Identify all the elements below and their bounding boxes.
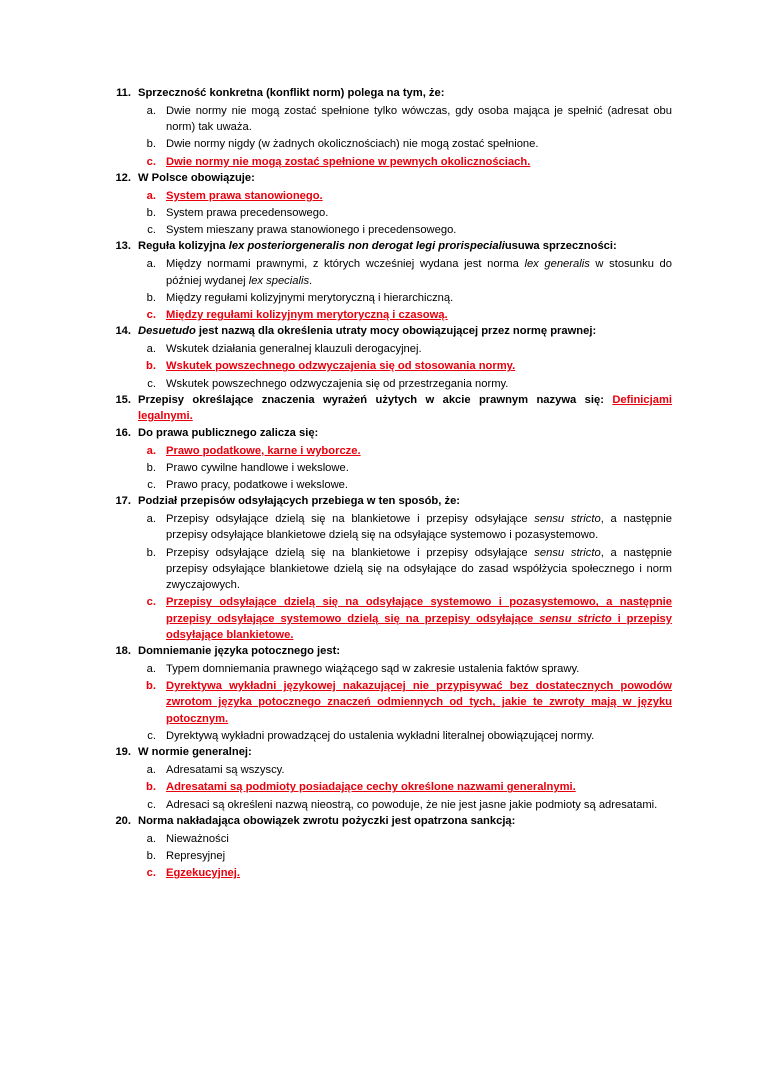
- answer-option[interactable]: [108, 222, 672, 238]
- answer-text: Wskutek działania generalnej klauzuli derogacyjnej.: [166, 343, 422, 356]
- question-text: [138, 239, 672, 255]
- answer-text: [166, 511, 672, 543]
- answer-letter: c.: [147, 798, 156, 811]
- answer-text: Dwie normy nie mogą zostać spełnione w pewnych okolicznościach.: [166, 155, 531, 168]
- answer-text: Adresaci są określeni nazwą nieostrą, co powoduje, że nie jest jasne jakie podmioty są adresatami.: [166, 798, 658, 811]
- answer-letter: a.: [146, 104, 156, 117]
- answer-option[interactable]: [108, 341, 672, 357]
- answer-letter: c.: [147, 479, 156, 492]
- answer-letter: b.: [146, 781, 156, 794]
- text-run: , a następnie przepisy odsyłające blankietowe dzielą się na odsyłające systemowo i pozasystemowo.: [166, 513, 672, 542]
- answer-letter: b.: [146, 360, 156, 373]
- text-run: i przepisy odsyłające blankietowe.: [166, 612, 672, 641]
- question-item: [108, 86, 672, 170]
- answer-option-correct[interactable]: [108, 865, 672, 881]
- answer-option[interactable]: [108, 545, 672, 594]
- answer-option[interactable]: [108, 290, 672, 306]
- answer-list: [108, 762, 672, 813]
- answer-option-correct[interactable]: [108, 678, 672, 727]
- answer-option-correct[interactable]: [108, 154, 672, 170]
- question-row: [108, 171, 672, 187]
- question-text: [138, 324, 672, 340]
- answer-letter: c.: [147, 377, 156, 390]
- text-run: Przepisy odsyłające dzielą się na odsyłające systemowo i pozasystemowo, a następnie przepisy odsyłające systemowo dzielą się na przepisy odsyłające: [166, 596, 672, 625]
- question-text: Sprzeczność konkretna (konflikt norm) polega na tym, że:: [138, 87, 445, 99]
- answer-option[interactable]: [108, 797, 672, 813]
- question-number: 15.: [115, 393, 131, 406]
- question-row: [108, 426, 672, 442]
- question-number: 11.: [116, 87, 131, 99]
- question-item: [108, 745, 672, 813]
- question-number: 19.: [115, 746, 131, 759]
- question-list: [108, 86, 672, 881]
- question-text: Do prawa publicznego zalicza się:: [138, 426, 319, 439]
- answer-option[interactable]: [108, 831, 672, 847]
- answer-option[interactable]: [108, 511, 672, 543]
- text-run: Między normami prawnymi, z których wcześniej wydana jest norma: [166, 258, 525, 271]
- answer-letter: b.: [146, 546, 156, 559]
- answer-letter: a.: [146, 258, 156, 271]
- question-text: Norma nakładająca obowiązek zwrotu pożyczki jest opatrzona sankcją:: [138, 814, 516, 827]
- question-item: [108, 171, 672, 239]
- question-item: [108, 494, 672, 643]
- answer-option[interactable]: [108, 728, 672, 744]
- latin-phrase: sensu stricto: [534, 513, 601, 526]
- question-row: [108, 644, 672, 660]
- answer-letter: c.: [146, 596, 156, 609]
- answer-text: Adresatami są wszyscy.: [166, 764, 285, 777]
- latin-phrase: lex generalis: [524, 258, 590, 271]
- question-text: [138, 393, 672, 425]
- answer-option[interactable]: [108, 376, 672, 392]
- question-number: 12.: [115, 171, 131, 184]
- answer-text: Wskutek powszechnego odzwyczajenia się od stosowania normy.: [166, 360, 516, 373]
- text-run: jest nazwą dla określenia utraty mocy obowiązującej przez normę prawnej:: [195, 325, 597, 338]
- answer-option[interactable]: [108, 103, 672, 135]
- question-number: 14.: [115, 325, 131, 338]
- text-run: .: [309, 274, 313, 287]
- answer-option-correct[interactable]: [108, 358, 672, 374]
- question-text: Domniemanie języka potocznego jest:: [138, 645, 341, 658]
- text-run: w stosunku do później wydanej: [166, 258, 672, 287]
- answer-letter: b.: [146, 206, 156, 219]
- text-run: Przepisy określające znaczenia wyrażeń użytych w akcie prawnym nazywa się:: [138, 393, 613, 406]
- answer-text: [166, 594, 672, 643]
- answer-letter: a.: [146, 444, 156, 457]
- answer-text: Prawo podatkowe, karne i wyborcze.: [166, 444, 361, 457]
- answer-option[interactable]: [108, 848, 672, 864]
- question-item: [108, 324, 672, 392]
- answer-letter: b.: [146, 849, 156, 862]
- question-row: [108, 745, 672, 761]
- answer-list: [108, 188, 672, 239]
- latin-phrase: Desuetudo: [138, 325, 196, 338]
- question-item: [108, 644, 672, 744]
- question-item: [108, 393, 672, 425]
- answer-list: [108, 256, 672, 323]
- answer-option-correct[interactable]: [108, 188, 672, 204]
- question-row: [108, 494, 672, 510]
- question-number: 13.: [115, 240, 131, 253]
- latin-phrase: sensu stricto: [534, 546, 601, 559]
- text-run: Przepisy odsyłające dzielą się na blankietowe i przepisy odsyłające: [166, 513, 535, 526]
- answer-list: [108, 511, 672, 643]
- answer-list: [108, 443, 672, 494]
- answer-text: Nieważności: [166, 832, 229, 845]
- answer-text: Między regułami kolizyjnymi merytoryczną i hierarchiczną.: [166, 291, 454, 304]
- answer-text: [166, 256, 672, 288]
- question-number: 17.: [115, 495, 131, 508]
- question-row: [108, 239, 672, 255]
- answer-text: System mieszany prawa stanowionego i precedensowego.: [166, 224, 457, 237]
- question-number: 18.: [115, 645, 131, 658]
- text-run: Przepisy odsyłające dzielą się na blankietowe i przepisy odsyłające: [166, 546, 535, 559]
- answer-text: Egzekucyjnej.: [166, 867, 240, 880]
- answer-letter: a.: [146, 663, 156, 676]
- answer-option-correct[interactable]: [108, 307, 672, 323]
- answer-option[interactable]: [108, 205, 672, 221]
- answer-text: Prawo cywilne handlowe i wekslowe.: [166, 461, 349, 474]
- answer-letter: b.: [146, 680, 156, 693]
- text-run: , a następnie przepisy odsyłające blankietowe dzielą się na odsyłające do zasad współżycia społecznego i norm zwyczajowych.: [166, 546, 672, 592]
- question-row: [108, 814, 672, 830]
- answer-letter: b.: [146, 138, 156, 151]
- question-row: [108, 324, 672, 340]
- question-number: 20.: [115, 814, 131, 827]
- text-run: Reguła kolizyjna: [138, 240, 229, 253]
- answer-list: [108, 831, 672, 882]
- answer-text: Dwie normy nie mogą zostać spełnione tylko wówczas, gdy osoba mająca je spełnić (adresat obu norm) tak uważa.: [166, 104, 672, 134]
- answer-text: Dyrektywą wykładni prowadzącej do ustalenia wykładni literalnej obowiązującej normy.: [166, 729, 595, 742]
- answer-letter: c.: [146, 155, 156, 168]
- text-run: usuwa sprzeczności:: [504, 240, 617, 253]
- answer-letter: a.: [146, 343, 156, 356]
- inline-answer: Definicjami legalnymi.: [138, 393, 672, 422]
- answer-text: Typem domniemania prawnego wiążącego sąd w zakresie ustalenia faktów sprawy.: [166, 663, 580, 676]
- answer-text: Między regułami kolizyjnym merytoryczną i czasową.: [166, 309, 448, 322]
- question-number: 16.: [115, 426, 131, 439]
- answer-list: [108, 341, 672, 392]
- answer-option[interactable]: [108, 460, 672, 476]
- question-text: W Polsce obowiązuje:: [138, 171, 255, 184]
- answer-option[interactable]: [108, 136, 672, 152]
- question-item: [108, 426, 672, 494]
- question-item: [108, 239, 672, 323]
- answer-letter: a.: [146, 832, 156, 845]
- answer-letter: c.: [147, 729, 156, 742]
- answer-letter: c.: [146, 867, 156, 880]
- question-row: [108, 393, 672, 425]
- answer-text: Adresatami są podmioty posiadające cechy określone nazwami generalnymi.: [166, 781, 576, 794]
- answer-option[interactable]: [108, 477, 672, 493]
- question-text: Podział przepisów odsyłających przebiega w ten sposób, że:: [138, 495, 461, 508]
- answer-option-correct[interactable]: [108, 594, 672, 643]
- answer-text: System prawa stanowionego.: [166, 189, 323, 202]
- question-item: [108, 814, 672, 882]
- latin-phrase: lex posteriorgeneralis non derogat legi prorispeciali: [228, 240, 505, 253]
- answer-letter: c.: [146, 309, 156, 322]
- answer-letter: a.: [146, 513, 156, 526]
- answer-option-correct[interactable]: [108, 443, 672, 459]
- answer-letter: c.: [147, 224, 156, 237]
- answer-text: [166, 545, 672, 594]
- answer-option-correct[interactable]: [108, 779, 672, 795]
- answer-option[interactable]: [108, 256, 672, 288]
- answer-option[interactable]: [108, 762, 672, 778]
- question-text: W normie generalnej:: [138, 746, 252, 759]
- answer-list: [108, 661, 672, 744]
- answer-letter: a.: [146, 189, 156, 202]
- answer-letter: b.: [146, 291, 156, 304]
- answer-option[interactable]: [108, 661, 672, 677]
- question-row: [108, 86, 672, 102]
- latin-phrase: lex specialis: [248, 274, 310, 287]
- answer-text: Dyrektywa wykładni językowej nakazującej nie przypisywać bez dostatecznych powodów zwrotom języka potocznego znaczeń odmiennych od tych, jakie te zwroty mają w języku potocznym.: [166, 680, 672, 725]
- answer-list: [108, 103, 672, 170]
- answer-text: Prawo pracy, podatkowe i wekslowe.: [166, 479, 348, 492]
- answer-letter: b.: [146, 461, 156, 474]
- answer-text: System prawa precedensowego.: [166, 206, 329, 219]
- answer-text: Wskutek powszechnego odzwyczajenia się od przestrzegania normy.: [166, 377, 509, 390]
- answer-text: Dwie normy nigdy (w żadnych okolicznościach) nie mogą zostać spełnione.: [166, 138, 539, 151]
- answer-text: Represyjnej: [166, 849, 226, 862]
- latin-phrase: sensu stricto: [539, 612, 612, 625]
- answer-letter: a.: [146, 764, 156, 777]
